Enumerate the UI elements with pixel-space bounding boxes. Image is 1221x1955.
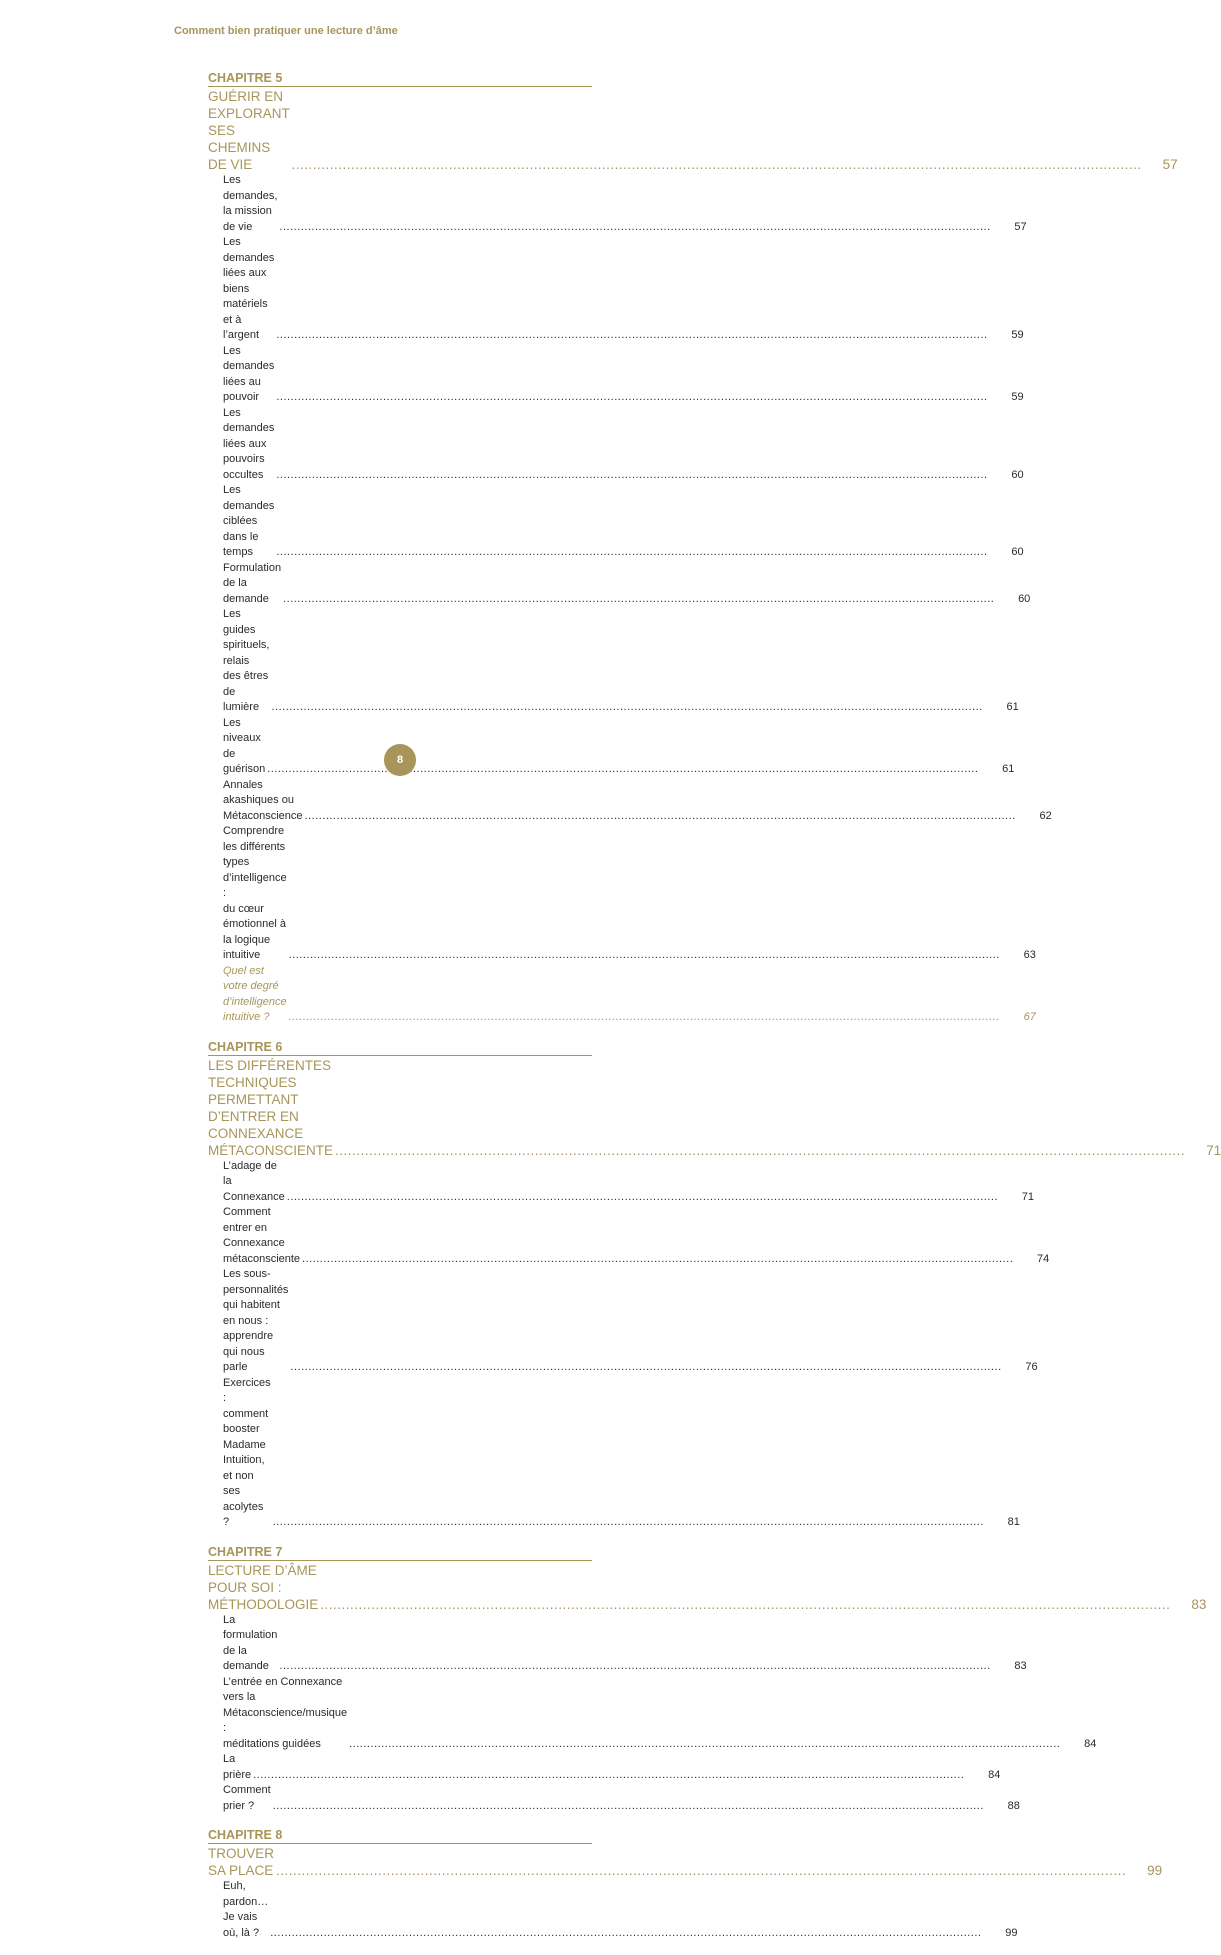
dot-leader (292, 156, 1142, 173)
entry-page-number: 61 (1002, 763, 1015, 775)
entry-title: Formulation de la demande (223, 561, 282, 605)
dot-leader (289, 948, 1000, 964)
entry-title: Les sous-personnalités qui habitent en nous : apprendre qui nous parle (223, 1268, 289, 1373)
entry-title: Les demandes liées aux pouvoirs occultes (223, 406, 275, 481)
entry-list (208, 1613, 1097, 1815)
entry-title: La formulation de la demande (223, 1613, 278, 1672)
entry-page-number: 57 (1014, 220, 1027, 233)
entry-list (208, 1879, 1018, 1941)
dot-leader (320, 1596, 1170, 1613)
chapter-label: CHAPITRE 7 (208, 1544, 283, 1559)
toc-entry[interactable] (223, 824, 1036, 964)
dot-leader (304, 809, 1015, 825)
entry-page-number: 61 (1006, 701, 1019, 713)
dot-leader (267, 762, 978, 778)
toc-entry[interactable] (223, 1267, 1038, 1376)
entry-title: Annales akashiques ou Métaconscience (223, 778, 303, 822)
dot-leader (270, 1926, 981, 1942)
dot-leader (273, 1799, 984, 1815)
toc-entry[interactable] (223, 561, 1031, 608)
entry-list (208, 1159, 1050, 1531)
dot-leader (276, 328, 987, 344)
toc-entry[interactable] (223, 483, 1024, 561)
dot-leader (279, 220, 990, 236)
toc-entry[interactable] (223, 1879, 1018, 1941)
toc-entry[interactable] (223, 173, 1027, 235)
entry-page-number: 74 (1037, 1252, 1050, 1265)
running-head: Comment bien pratiquer une lecture d’âme (174, 25, 398, 37)
entry-title: Les guides spirituels, relais des êtres de lumière (223, 608, 270, 713)
page-number-badge: 8 (384, 744, 416, 776)
entry-title: L’entrée en Connexance vers la Métaconscience/musique : méditations guidées (223, 1675, 348, 1750)
entry-title: Les demandes liées au pouvoir (223, 344, 275, 403)
entry-page-number: 60 (1011, 468, 1024, 481)
chapter-label: CHAPITRE 5 (208, 71, 283, 85)
entry-title: La prière (223, 1753, 252, 1781)
toc-entry[interactable] (223, 607, 1019, 716)
entry-title: Comment entrer en Connexance métaconsciente (223, 1206, 301, 1265)
dot-leader (290, 1360, 1001, 1376)
dot-leader (289, 1010, 1000, 1026)
entry-title: Quel est votre degré d’intelligence intuitive ? (223, 964, 287, 1023)
entry-page-number: 76 (1025, 1361, 1038, 1373)
chapter-page-number: 57 (1162, 157, 1178, 172)
chapter-title: TROUVER SA PLACE (208, 1846, 275, 1878)
chapter-section (208, 1544, 1207, 1815)
entry-list (208, 173, 1052, 1026)
toc-entry[interactable] (223, 1376, 1020, 1531)
toc-entry[interactable] (223, 778, 1052, 825)
toc-entry[interactable] (223, 406, 1024, 484)
entry-title: Comprendre les différents types d’intelligence : du cœur émotionnel à la logique intuitive (223, 825, 287, 961)
entry-page-number: 81 (1007, 1516, 1020, 1528)
chapter-page-number: 99 (1147, 1863, 1163, 1878)
chapter-section (208, 71, 1178, 1026)
chapter-label: CHAPITRE 8 (208, 1828, 283, 1842)
dot-leader (271, 700, 982, 716)
entry-page-number: 67 (1023, 1011, 1036, 1023)
entry-page-number: 59 (1011, 329, 1024, 341)
chapter-title-line[interactable] (208, 1055, 1221, 1159)
chapter-title: LES DIFFÉRENTES TECHNIQUES PERMETTANT D’ENTRER EN CONNEXANCE MÉTACONSCIENTE (208, 1057, 334, 1158)
entry-page-number: 84 (988, 1768, 1001, 1781)
entry-page-number: 63 (1023, 949, 1036, 961)
chapter-title-line[interactable] (208, 86, 1178, 173)
toc-entry[interactable] (223, 1613, 1027, 1675)
chapter-section (208, 1039, 1221, 1531)
dot-leader (276, 1862, 1126, 1879)
chapter-page-number: 83 (1191, 1596, 1207, 1612)
dot-leader (276, 468, 987, 484)
entry-title: Les niveaux de guérison (223, 716, 266, 775)
entry-page-number: 99 (1005, 1926, 1018, 1939)
toc-entry[interactable] (223, 1783, 1020, 1814)
dot-leader (302, 1252, 1013, 1268)
toc-entry[interactable] (223, 1752, 1001, 1783)
entry-title: Les demandes ciblées dans le temps (223, 484, 275, 558)
entry-title: Euh, pardon… Je vais où, là ? (223, 1880, 269, 1939)
entry-page-number: 62 (1039, 809, 1052, 822)
toc-entry[interactable] (223, 1159, 1034, 1206)
chapter-label: CHAPITRE 6 (208, 1039, 283, 1054)
entry-page-number: 59 (1011, 391, 1024, 403)
entry-title: Comment prier ? (223, 1784, 271, 1812)
dot-leader (279, 1659, 990, 1675)
chapter-title: LECTURE D’ÂME POUR SOI : MÉTHODOLOGIE (208, 1562, 319, 1612)
toc-entry[interactable] (223, 344, 1024, 406)
entry-title: L’adage de la Connexance (223, 1159, 285, 1203)
entry-page-number: 60 (1018, 592, 1031, 605)
entry-page-number: 60 (1011, 546, 1024, 558)
dot-leader (335, 1142, 1185, 1159)
chapter-title-line[interactable] (208, 1843, 1163, 1879)
table-of-contents (208, 71, 1221, 1955)
dot-leader (253, 1768, 964, 1784)
entry-title: Les demandes liées aux biens matériels et à l’argent (223, 236, 275, 341)
chapter-title: GUÉRIR EN EXPLORANT SES CHEMINS DE VIE (208, 89, 290, 172)
dot-leader (276, 390, 987, 406)
toc-entry[interactable] (223, 1205, 1050, 1267)
entry-page-number: 88 (1007, 1799, 1020, 1812)
entry-page-number: 71 (1021, 1190, 1034, 1203)
dot-leader (287, 1190, 998, 1206)
toc-entry[interactable] (223, 964, 1036, 1026)
chapter-section (208, 1828, 1163, 1941)
dot-leader (283, 592, 994, 608)
toc-entry[interactable] (223, 1675, 1097, 1753)
entry-title: Les demandes, la mission de vie (223, 174, 278, 233)
entry-title: Exercices : comment booster Madame Intuition, et non ses acolytes ? (223, 1376, 271, 1528)
dot-leader (273, 1515, 984, 1531)
dot-leader (276, 545, 987, 561)
chapter-page-number: 71 (1206, 1142, 1221, 1158)
entry-page-number: 84 (1084, 1737, 1097, 1750)
chapter-title-line[interactable] (208, 1560, 1207, 1613)
toc-entry[interactable] (223, 235, 1024, 344)
dot-leader (349, 1737, 1060, 1753)
entry-page-number: 83 (1014, 1660, 1027, 1672)
